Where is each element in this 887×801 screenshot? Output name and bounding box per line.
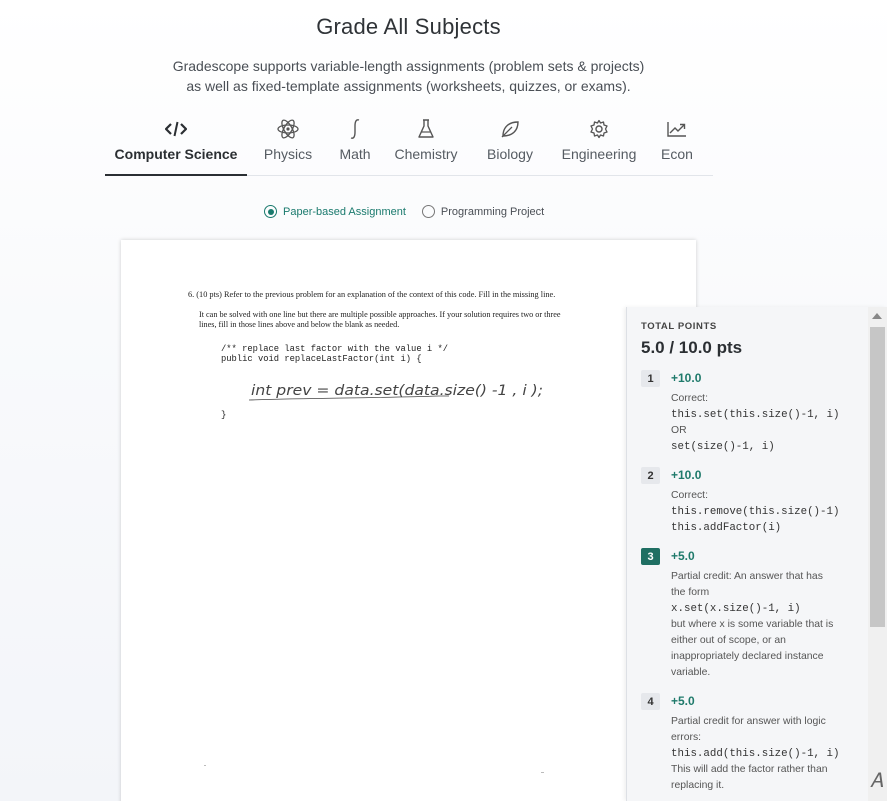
rubric-text-line: Partial credit for answer with logic [671,716,826,727]
programming-project-label: Programming Project [440,205,545,218]
rubric-item-description [671,569,859,681]
rubric-item-number[interactable]: 3 [641,548,660,565]
text-cursor-icon: 𝐴 [870,770,884,792]
code-line-2: public void replaceLastFactor(int i) { [221,354,422,364]
tab-chemistry[interactable] [381,112,471,176]
code-icon [165,114,187,144]
rubric-item-1[interactable] [641,370,859,455]
rubric-text-line: Correct: [671,393,708,404]
question-instructions [199,310,629,330]
rubric-text-line: Partial credit: An answer that has [671,571,823,582]
trend-chart-icon [667,114,687,144]
scanned-submission-page [121,240,696,801]
programming-project-radio[interactable] [422,205,544,218]
tab-label: Physics [263,146,313,162]
rubric-code-line: this.addFactor(i) [671,522,782,534]
tab-econ[interactable] [649,112,705,176]
tab-biology[interactable] [471,112,549,176]
rubric-text-line: but where x is some variable that is [671,619,834,630]
rubric-item-description [671,391,859,455]
tab-label: Computer Science [114,146,238,162]
rubric-item-points: +10.0 [671,371,702,385]
rubric-text-line: OR [671,425,687,436]
tab-engineering[interactable] [549,112,649,176]
rubric-code-line: this.remove(this.size()-1) [671,506,840,518]
page-title: Grade All Subjects [316,14,501,39]
handwritten-answer [249,373,549,413]
code-line-1: /** replace last factor with the value i */ [221,344,448,354]
rubric-item-2[interactable] [641,467,859,536]
rubric-item-points: +5.0 [671,549,695,563]
tab-label: Math [339,146,371,162]
rubric-item-number[interactable]: 4 [641,693,660,710]
rubric-item-points: +10.0 [671,468,702,482]
scan-artifact [204,765,206,766]
rubric-text-line: variable. [671,667,711,678]
rubric-item-points: +5.0 [671,694,695,708]
rubric-code-line: set(size()-1, i) [671,441,775,453]
tab-label: Econ [661,146,693,162]
rubric-panel [626,307,887,801]
scan-artifact [541,772,544,773]
subtitle-line-2: as well as fixed-template assignments (worksheets, quizzes, or exams). [186,78,631,94]
flask-icon [417,114,435,144]
rubric-text-line: errors: [671,732,702,743]
tab-label: Biology [487,146,533,162]
rubric-item-3[interactable] [641,548,859,681]
rubric-text-line: replacing it. [671,780,725,791]
assignment-type-selector [264,205,560,218]
scrollbar-thumb[interactable] [870,327,885,627]
rubric-code-line: this.add(this.size()-1, i) [671,748,840,760]
rubric-text-line: inappropriately declared instance [671,651,824,662]
code-snippet [221,344,448,364]
rubric-content [641,321,859,794]
tab-label: Chemistry [394,146,458,162]
gear-icon [589,114,609,144]
rubric-scrollbar[interactable] [868,307,887,801]
rubric-code-line: this.set(this.size()-1, i) [671,409,840,421]
subtitle-line-1: Gradescope supports variable-length assignments (problem sets & projects) [172,58,645,74]
tab-label: Engineering [561,146,637,162]
total-points-label: TOTAL POINTS [641,321,717,332]
rubric-item-number[interactable]: 1 [641,370,660,387]
atom-icon [277,114,299,144]
rubric-items [641,370,859,794]
tab-computer-science[interactable] [105,112,247,176]
rubric-text-line: This will add the factor rather than [671,764,828,775]
rubric-text-line: either out of scope, or an [671,635,786,646]
rubric-text-line: the form [671,587,710,598]
radio-dot[interactable] [422,205,435,218]
subject-tabs [105,112,713,176]
rubric-item-4[interactable] [641,693,859,794]
handwritten-answer-text: int prev = data.set(data.size() -1 , i ); [251,383,543,399]
closing-brace: } [221,410,227,420]
tab-math[interactable] [329,112,381,176]
total-points-value: 5.0 / 10.0 pts [641,338,743,357]
rubric-code-line: x.set(x.size()-1, i) [671,603,801,615]
radio-dot[interactable] [264,205,277,218]
rubric-item-description [671,488,859,536]
rubric-item-number[interactable]: 2 [641,467,660,484]
rubric-text-line: Correct: [671,490,708,501]
page-subtitle [0,56,817,96]
instructions-line-1: It can be solved with one line but there are multiple possible approaches. If your solution requires two or three [199,310,561,319]
scroll-up-arrow-icon[interactable] [872,313,882,319]
tab-physics[interactable] [247,112,329,176]
integral-icon [348,114,362,144]
paper-based-radio[interactable] [264,205,406,218]
leaf-icon [500,114,520,144]
question-text: 6. (10 pts) Refer to the previous problem for an explanation of the context of this code. Fill in the missing line. [188,290,556,299]
paper-based-label: Paper-based Assignment [283,205,406,218]
instructions-line-2: lines, fill in those lines above and below the blank as needed. [199,320,400,329]
rubric-item-description [671,714,859,794]
